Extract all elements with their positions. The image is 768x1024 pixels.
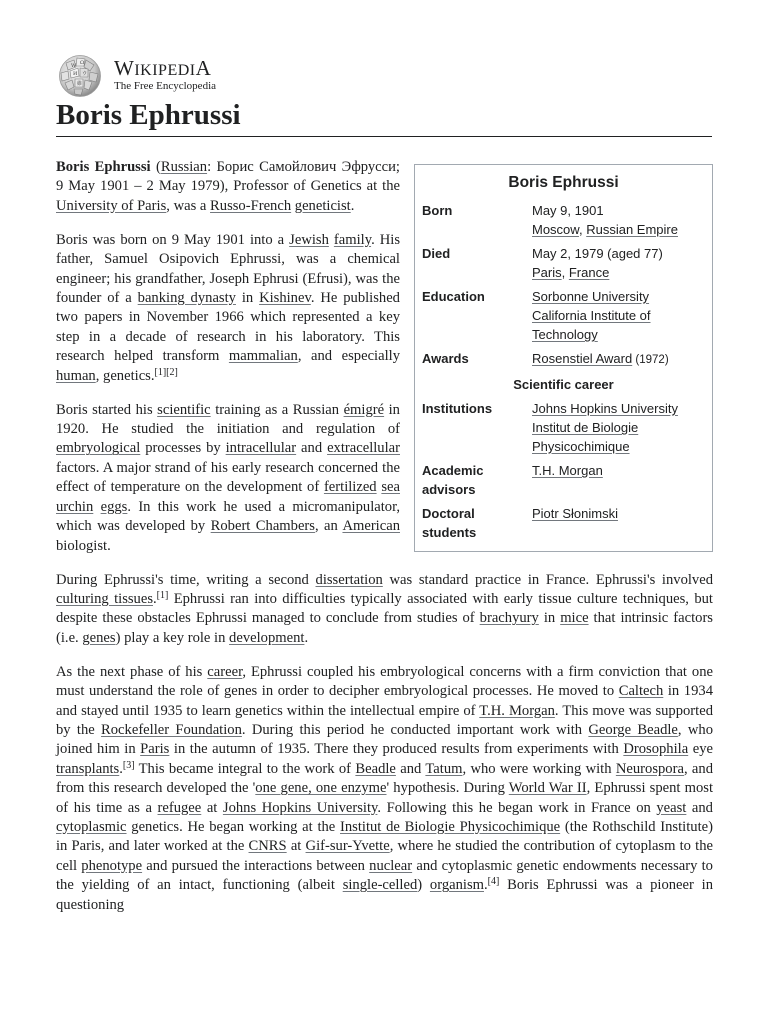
text-run: , was a: [166, 197, 211, 214]
text-run: at: [201, 799, 223, 816]
text-run: and: [296, 440, 328, 457]
inline-link[interactable]: sea urchin: [56, 479, 400, 515]
inline-link[interactable]: Russo-French: [210, 197, 292, 214]
inline-link[interactable]: Gif-sur-Yvette: [305, 838, 390, 855]
text-run: and: [686, 799, 713, 816]
citation-ref[interactable]: [1]: [156, 589, 169, 601]
inline-link[interactable]: scientific: [157, 401, 211, 418]
infobox-label-born: Born: [422, 203, 453, 218]
inline-link[interactable]: T.H. Morgan: [479, 702, 555, 719]
text-run: Boris started his: [56, 401, 158, 418]
infobox-label-students: Doctoral students: [422, 506, 477, 540]
text-run: This became integral to the work of: [134, 760, 356, 777]
inline-link[interactable]: culturing tissues: [56, 590, 153, 607]
inline-link[interactable]: Caltech: [618, 683, 664, 700]
inline-link[interactable]: extracellular: [327, 440, 400, 457]
svg-text:ウ: ウ: [82, 71, 88, 77]
inline-link[interactable]: mice: [560, 610, 589, 627]
text-run: As the next phase of his: [56, 663, 208, 680]
wikipedia-globe-icon[interactable]: [56, 54, 104, 98]
inline-link[interactable]: Russian: [160, 159, 208, 175]
inline-link[interactable]: Tatum: [425, 760, 463, 777]
inline-link[interactable]: career: [207, 663, 243, 680]
text-run: genetics. He began working at the: [126, 818, 341, 835]
inline-link[interactable]: phenotype: [81, 857, 143, 874]
link-sorbonne[interactable]: Sorbonne University: [532, 289, 650, 304]
inline-link[interactable]: single-celled: [342, 877, 418, 894]
infobox-value-advisors: [532, 461, 706, 499]
inline-link[interactable]: Drosophila: [623, 741, 689, 758]
infobox-row-advisors: [415, 461, 712, 499]
text-run: , genetics.: [95, 367, 155, 384]
text-run: .: [350, 197, 355, 214]
inline-link[interactable]: development: [229, 629, 305, 646]
link-rosenstiel-award[interactable]: Rosenstiel Award: [532, 351, 633, 366]
inline-link[interactable]: World War II: [508, 780, 587, 797]
text-run: in the autumn of 1935. There they produced results from experiments with: [169, 741, 624, 758]
inline-link[interactable]: fertilized: [323, 479, 377, 496]
born-date: May 9, 1901: [532, 203, 604, 218]
inline-link[interactable]: American: [342, 518, 400, 535]
article-body: [56, 158, 713, 930]
inline-link[interactable]: embryological: [56, 440, 141, 457]
award-year: (1972): [632, 354, 669, 366]
text-run: factors. A major strand of his early research concerned the effect of temperature on the development of: [56, 459, 400, 496]
infobox-label-advisors: Academic advisors: [422, 463, 484, 497]
inline-link[interactable]: CNRS: [248, 838, 287, 855]
link-slonimski[interactable]: Piotr Słonimski: [532, 506, 618, 521]
text-run: that intrinsic factors (i.e.: [56, 610, 713, 646]
inline-link[interactable]: mammalian: [228, 348, 298, 365]
infobox-subheading-career: Scientific career: [513, 377, 614, 392]
text-run: .: [119, 760, 123, 777]
citation-ref[interactable]: [2]: [166, 366, 178, 378]
died-place: Paris, France: [532, 265, 610, 280]
text-run: ' hypothesis. During: [386, 780, 509, 797]
text-run: biologist.: [56, 537, 111, 554]
text-run: , where he studied the contribution of cytoplasm to the cell: [56, 838, 713, 874]
inline-link[interactable]: Kishinev: [259, 290, 311, 307]
svg-text:Ω: Ω: [80, 60, 85, 66]
infobox-row-born: [415, 201, 712, 239]
text-run: .: [483, 877, 488, 894]
inline-link[interactable]: transplants: [56, 760, 120, 777]
infobox-label-awards: Awards: [422, 351, 469, 366]
infobox-row-awards: [415, 349, 712, 370]
text-run: [93, 499, 100, 515]
svg-text:W: W: [71, 63, 77, 69]
text-run: , an: [314, 518, 343, 535]
bold-text: Boris Ephrussi: [56, 159, 151, 175]
inline-link[interactable]: Paris: [140, 741, 170, 758]
text-run: Ephrussi ran into difficulties typically associated with early tissue culture techniques, but despite these obstacles Ephrussi managed to conclude from studies of: [56, 590, 713, 627]
citation-ref[interactable]: [4]: [487, 876, 500, 888]
inline-link[interactable]: brachyury: [479, 610, 539, 627]
text-run: in 1920. He studied the initiation and regulation of: [56, 401, 400, 438]
link-th-morgan-infobox[interactable]: T.H. Morgan: [532, 463, 603, 478]
infobox-value-awards: [532, 349, 706, 370]
text-run: processes by: [140, 440, 226, 457]
wikipedia-tagline: The Free Encyclopedia: [114, 80, 217, 92]
text-run: : Борис Самойлович Эфрусси; 9 May 1901 – 2 May 1979), Professor of Genetics at the: [56, 159, 400, 195]
inline-link[interactable]: Rockefeller Foundation: [101, 721, 242, 738]
inline-link[interactable]: human: [56, 367, 96, 384]
paragraph-dissertation: [56, 571, 713, 649]
inline-link[interactable]: one gene, one enzyme: [255, 780, 387, 797]
infobox-value-born: [532, 201, 706, 239]
link-france[interactable]: France: [568, 265, 610, 280]
inline-link[interactable]: intracellular: [225, 440, 297, 457]
citation-ref[interactable]: [3]: [122, 759, 135, 771]
infobox-value-education: [532, 287, 706, 344]
link-russian-empire[interactable]: Russian Empire: [586, 222, 678, 237]
text-run: . This move was supported by the: [56, 702, 713, 738]
text-run: in 1934 and stayed until 1935 to learn genetics within the intellectual empire of: [56, 683, 713, 719]
text-run: training as a Russian: [210, 401, 344, 418]
text-run: ): [417, 877, 430, 894]
inline-link[interactable]: yeast: [656, 799, 687, 816]
text-run: , who were working with: [462, 760, 616, 777]
inline-link[interactable]: family: [333, 231, 372, 248]
inline-link[interactable]: geneticist: [294, 197, 351, 214]
text-run: and pursued the interactions between: [142, 857, 370, 874]
text-run: was standard practice in France. Ephrussi's involved: [382, 571, 713, 588]
wikipedia-wordmark[interactable]: WIKIPEDIA: [114, 56, 212, 80]
text-run: in: [235, 290, 260, 307]
text-run: eye: [688, 741, 713, 758]
infobox-value-institutions: [532, 399, 706, 456]
link-ibpc-infobox[interactable]: Institut de Biologie Physicochimique: [532, 420, 639, 454]
text-run: .: [304, 629, 309, 646]
inline-link[interactable]: organism: [429, 877, 484, 894]
link-johns-hopkins-infobox[interactable]: Johns Hopkins University: [532, 401, 678, 416]
text-run: at: [286, 838, 306, 855]
inline-link[interactable]: refugee: [157, 799, 202, 816]
inline-link[interactable]: émigré: [343, 401, 385, 418]
svg-text:И: И: [73, 71, 78, 77]
text-run: .: [153, 590, 157, 607]
text-run: , and from this research developed the ': [56, 760, 714, 797]
link-paris[interactable]: Paris: [532, 265, 562, 280]
inline-link[interactable]: eggs: [100, 498, 128, 515]
infobox-row-education: [415, 287, 712, 344]
text-run: in: [538, 610, 561, 627]
text-run: . He published two papers in November 1966 which represented a key step in a decade of research in his laboratory. This research helped transform: [56, 290, 400, 365]
text-run: Boris was born on 9 May 1901 into a: [56, 231, 290, 248]
died-date: May 2, 1979 (aged 77): [532, 246, 663, 261]
infobox-label-institutions: Institutions: [422, 401, 493, 416]
text-run: , who joined him in: [56, 721, 713, 758]
text-run: (: [150, 159, 161, 175]
inline-link[interactable]: cytoplasmic: [56, 818, 127, 835]
text-run: , Ephrussi coupled his embryological concerns with a firm conviction that one must understand the role of genes in order to decipher embryological processes. He moved to: [56, 663, 713, 700]
inline-link[interactable]: banking dynasty: [137, 290, 236, 307]
text-run: , Ephrussi spent most of his time as a: [56, 780, 714, 816]
infobox-title: Boris Ephrussi: [508, 174, 619, 191]
born-place: Moscow, Russian Empire: [532, 222, 678, 237]
infobox-value-died: [532, 244, 706, 282]
paragraph-career: [56, 663, 713, 915]
text-run: Boris Ephrussi was a pioneer in questioning: [56, 877, 714, 913]
inline-link[interactable]: Beadle: [355, 760, 396, 777]
text-run: . In this work he used a micromanipulator, which was developed by: [56, 498, 401, 535]
infobox-label-education: Education: [422, 289, 485, 304]
text-run: ) play a key role in: [115, 629, 230, 646]
inline-link[interactable]: George Beadle: [588, 721, 678, 738]
infobox-row-institutions: [415, 399, 712, 456]
text-run: During Ephrussi's time, writing a second: [56, 571, 316, 588]
text-run: and: [395, 760, 426, 777]
text-run: , and especially: [297, 348, 400, 365]
inline-link[interactable]: nuclear: [369, 857, 413, 874]
inline-link[interactable]: Jewish: [289, 231, 329, 248]
text-run: . Following this he began work in France on: [377, 799, 657, 816]
text-run: (the Rothschild Institute) in Paris, and later worked at the: [56, 818, 713, 855]
link-moscow[interactable]: Moscow: [532, 222, 579, 237]
site-header: [56, 54, 716, 98]
inline-link[interactable]: Johns Hopkins University: [222, 799, 378, 816]
inline-link[interactable]: Institut de Biologie Physicochimique: [340, 818, 561, 835]
text-run: . His father, Samuel Osipovich Ephrussi, was a chemical engineer; his grandfather, Joseph Ephrusi (Efrusi), was the founder of a: [56, 231, 400, 307]
infobox-row-students: [415, 504, 712, 542]
link-caltech-infobox[interactable]: California Institute of Technology: [532, 308, 651, 342]
inline-link[interactable]: University of Paris: [56, 197, 167, 214]
infobox-row-died: [415, 244, 712, 282]
page-title: Boris Ephrussi: [56, 96, 712, 137]
inline-link[interactable]: genes: [82, 629, 116, 646]
inline-link[interactable]: Neurospora: [615, 760, 684, 777]
infobox-label-died: Died: [422, 246, 451, 261]
inline-link[interactable]: Robert Chambers: [210, 518, 315, 535]
inline-link[interactable]: dissertation: [315, 571, 383, 588]
text-run: and cytoplasmic genetic endowments necessary to the yielding of an intact, functioning (albeit: [56, 857, 713, 894]
citation-ref[interactable]: [1]: [154, 366, 167, 378]
svg-text:維: 維: [77, 81, 83, 87]
infobox-value-students: [532, 504, 706, 542]
infobox: [414, 164, 713, 552]
text-run: . During this period he conducted important work with: [241, 721, 589, 738]
